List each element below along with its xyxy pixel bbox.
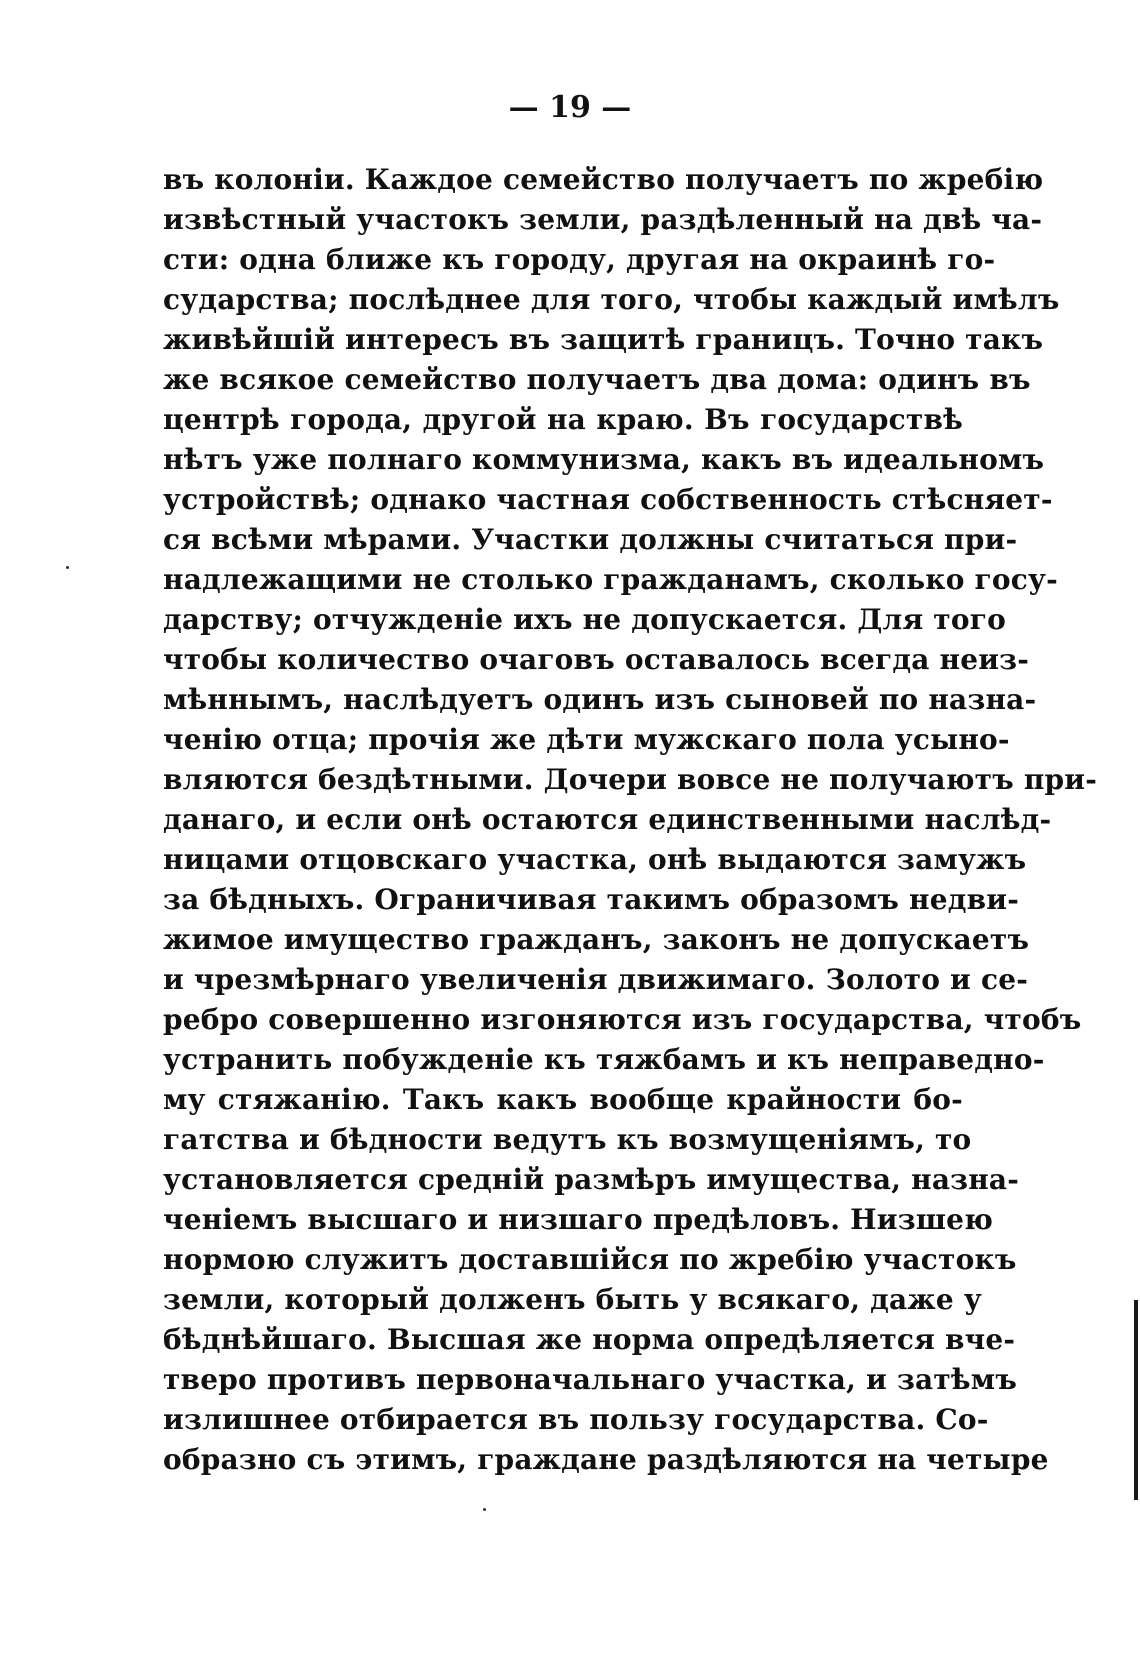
text-line: за бѣдныхъ. Ограничивая такимъ образомъ недви- bbox=[163, 883, 1020, 916]
text-line: ребро совершенно изгоняются изъ государства, чтобъ bbox=[163, 1003, 1082, 1036]
text-line: ницами отцовскаго участка, онѣ выдаются замужъ bbox=[163, 843, 1027, 876]
text-line: дарству; отчужденіе ихъ не допускается. Для того bbox=[163, 603, 1006, 636]
text-line: бѣднѣйшаго. Высшая же норма опредѣляется вче- bbox=[163, 1323, 1016, 1356]
text-line: земли, который долженъ быть у всякаго, даже у bbox=[163, 1283, 982, 1316]
body-text bbox=[163, 160, 1098, 1480]
text-line: же всякое семейство получаетъ два дома: одинъ въ bbox=[163, 363, 1031, 396]
scan-speck bbox=[66, 566, 69, 569]
text-line: установляется средній размѣръ имущества, назна- bbox=[163, 1163, 1020, 1196]
text-line: сти: одна ближе къ городу, другая на окраинѣ го- bbox=[163, 243, 996, 276]
text-line: жимое имущество гражданъ, законъ не допускаетъ bbox=[163, 923, 1030, 956]
text-line: му стяжанію. Такъ какъ вообще крайности бо- bbox=[163, 1083, 963, 1116]
text-line: образно съ этимъ, граждане раздѣляются на четыре bbox=[163, 1443, 1049, 1476]
text-line: живѣйшій интересъ въ защитѣ границъ. Точно такъ bbox=[163, 323, 1044, 356]
text-line: нормою служитъ доставшійся по жребію участокъ bbox=[163, 1243, 1017, 1276]
text-line: и чрезмѣрнаго увеличенія движимаго. Золото и се- bbox=[163, 963, 1029, 996]
text-line: сударства; послѣднее для того, чтобы каждый имѣлъ bbox=[163, 283, 1060, 316]
text-line: ченіемъ высшаго и низшаго предѣловъ. Низшею bbox=[163, 1203, 994, 1236]
text-line: мѣннымъ, наслѣдуетъ одинъ изъ сыновей по назна- bbox=[163, 683, 1037, 716]
page-number: — 19 — bbox=[508, 90, 632, 125]
text-line: чтобы количество очаговъ оставалось всегда неиз- bbox=[163, 643, 1030, 676]
text-line: извѣстный участокъ земли, раздѣленный на двѣ ча- bbox=[163, 203, 1043, 236]
text-line: излишнее отбирается въ пользу государства. Со- bbox=[163, 1403, 989, 1436]
text-line: въ колоніи. Каждое семейство получаетъ по жребію bbox=[163, 163, 1044, 196]
text-line: данаго, и если онѣ остаются единственными наслѣд- bbox=[163, 803, 1052, 836]
text-line: надлежащими не столько гражданамъ, сколько госу- bbox=[163, 563, 1058, 596]
text-line: центрѣ города, другой на краю. Въ государствѣ bbox=[163, 403, 963, 436]
page-edge-shadow bbox=[1134, 1300, 1138, 1500]
text-line: ся всѣми мѣрами. Участки должны считаться при- bbox=[163, 523, 1018, 556]
text-line: вляются бездѣтными. Дочери вовсе не получаютъ при- bbox=[163, 763, 1098, 796]
text-line: устройствѣ; однако частная собственность стѣсняет- bbox=[163, 483, 1053, 516]
text-line: тверо противъ первоначальнаго участка, и затѣмъ bbox=[163, 1363, 1018, 1396]
text-line: гатства и бѣдности ведутъ къ возмущеніямъ, то bbox=[163, 1123, 972, 1156]
scan-speck bbox=[483, 1508, 486, 1511]
text-line: ченію отца; прочія же дѣти мужскаго пола усыно- bbox=[163, 723, 1010, 756]
text-line: нѣтъ уже полнаго коммунизма, какъ въ идеальномъ bbox=[163, 443, 1045, 476]
text-line: устранить побужденіе къ тяжбамъ и къ неправедно- bbox=[163, 1043, 1045, 1076]
